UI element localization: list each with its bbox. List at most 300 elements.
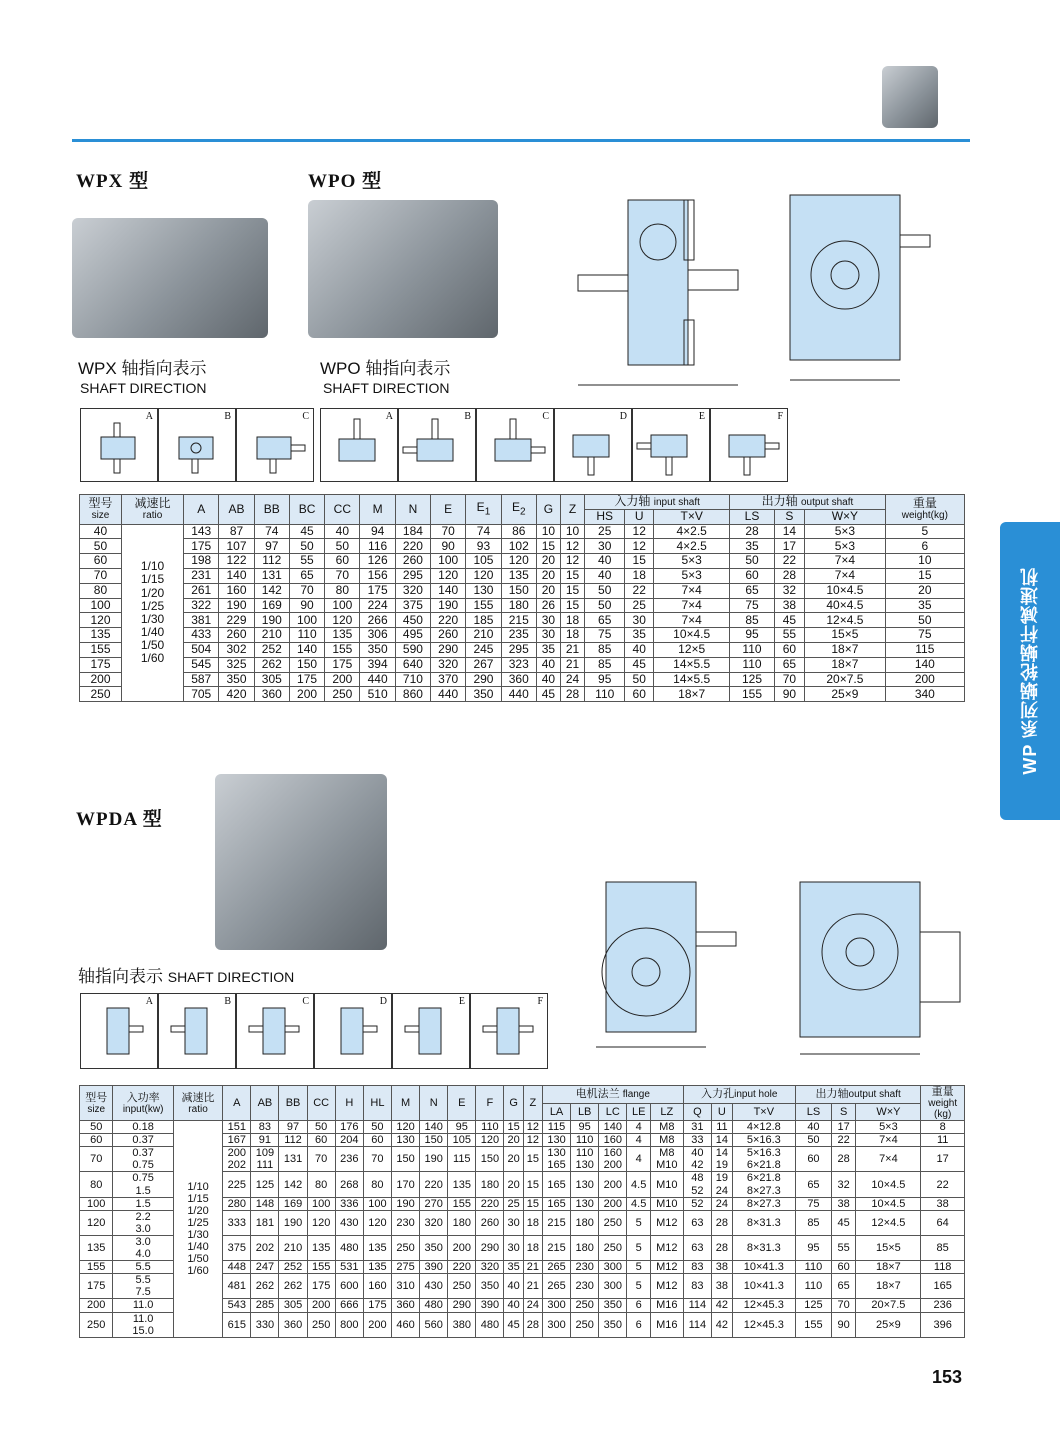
table-cell: 114 bbox=[683, 1299, 712, 1312]
table-cell: 360 bbox=[254, 687, 289, 702]
wpda-direction-b: B bbox=[158, 993, 236, 1069]
table-cell: 15 bbox=[625, 554, 654, 569]
wpx-direction-diagrams bbox=[80, 408, 314, 482]
table-row bbox=[80, 598, 965, 613]
table-cell: 100 bbox=[80, 598, 122, 613]
table-cell: 440 bbox=[360, 672, 395, 687]
table-cell: 30 bbox=[536, 613, 560, 628]
table-cell: 122 bbox=[219, 554, 254, 569]
table-cell: 17 bbox=[921, 1147, 965, 1172]
table-cell: 231 bbox=[184, 568, 219, 583]
table-cell: 11 bbox=[921, 1134, 965, 1147]
table-cell: 120 bbox=[466, 568, 501, 583]
table-cell: 5×3 bbox=[856, 1121, 921, 1134]
table-cell: 28 bbox=[712, 1235, 732, 1260]
table-cell: 440 bbox=[501, 687, 536, 702]
table-cell: 20 bbox=[504, 1147, 523, 1172]
wpo-direction-f: F bbox=[710, 408, 788, 482]
table-cell: 130 165 bbox=[542, 1147, 570, 1172]
table-cell: 95 bbox=[730, 628, 774, 643]
table-cell: 370 bbox=[431, 672, 466, 687]
table-cell: 11.0 bbox=[113, 1299, 173, 1312]
table-cell: 35 bbox=[625, 628, 654, 643]
table-cell: 0.37 bbox=[113, 1134, 173, 1147]
table-cell: 440 bbox=[431, 687, 466, 702]
table-cell: 150 bbox=[391, 1147, 419, 1172]
table-cell: 70 bbox=[80, 1147, 113, 1172]
table-cell: 215 bbox=[501, 613, 536, 628]
col-ratio: 减速比 ratio bbox=[121, 495, 183, 525]
table-cell: 350 bbox=[476, 1274, 504, 1299]
table-cell: 120 bbox=[325, 613, 360, 628]
table-cell: 12 bbox=[560, 554, 584, 569]
table-cell: 295 bbox=[501, 642, 536, 657]
table-cell: 18×7 bbox=[856, 1261, 921, 1274]
table-cell: 85 bbox=[730, 613, 774, 628]
table-cell: 220 bbox=[431, 613, 466, 628]
table-cell: 10×4.5 bbox=[805, 583, 886, 598]
table-cell: 290 bbox=[448, 1299, 476, 1312]
table-cell: 200 bbox=[307, 1299, 335, 1312]
table-cell: 31 bbox=[683, 1121, 712, 1134]
table-cell: 5×3 bbox=[654, 568, 730, 583]
wpda-title: WPDA 型 bbox=[76, 809, 163, 830]
wpda-spec-table: 型号 size 入功率 input(kw) 减速比 ratio A AB BB CC H HL M N E F G Z 电机法兰 flange 入力孔input hole 出力轴output shaft 重量 weight (kg) LA LB LC LE LZ Q U T×V LS S W×Y 50 0.18 1/10 1/15 1/20 1/25 1/30 1/40 1/50 1/60 151 83 97 50 176 50 120 140 95 110 15 12 115 95 140 4 M8 31 11 4×12.8 40 17 5×3 8 60 0.37 167 91 112 60 204 60 130 150 105 120 20 12 130 110 160 4 M8 33 14 5×16.3 50 22 7×4 11 70 0.37 0.75 200 202 109 111 131 70 236 70 150 190 115 150 20 15 130 165 110 130 160 200 4 M8 M10 40 42 14 19 5×16.3 6×21.8 60 28 7×4 17 80 0.75 1.5 225 125 142 80 268 80 170 220 135 180 20 15 165 130 200 4.5 M10 48 52 19 24 6×21.8 8×27.3 65 32 10×4.5 22 100 1.5 280 148 169 100 336 100 190 270 155 220 25 15 165 130 200 4.5 M10 52 24 8×27.3 75 38 10×4.5 38 120 2.2 3.0 333 181 190 120 430 120 230 320 180 260 30 18 215 180 250 5 M12 63 28 8×31.3 85 45 12×4.5 64 135 3.0 4.0 375 202 210 135 480 135 250 350 200 290 30 18 215 180 250 5 M12 63 28 8×31.3 95 55 15×5 85 155 5.5 448 247 252 155 531 135 275 390 220 320 35 21 265 230 300 5 M12 83 38 10×41.3 110 60 18×7 118 175 5.5 7.5 481 262 262 175 600 160 310 430 250 350 40 21 265 230 300 5 M12 83 38 10×41.3 110 65 18×7 165 200 11.0 543 285 305 200 666 175 360 480 290 390 40 24 300 250 350 6 M16 114 42 12×45.3 125 70 20×7.5 236 250 11.0 15.0 615 330 360 250 800 200 460 560 380 480 45 28 300 250 350 6 M16 114 42 12×45.3 155 90 25×9 396 bbox=[79, 1085, 965, 1338]
table-cell: 666 bbox=[335, 1299, 363, 1312]
table-cell: 460 bbox=[391, 1312, 419, 1337]
table-cell: 50 bbox=[289, 539, 324, 554]
table-cell: 587 bbox=[184, 672, 219, 687]
table-cell: 40 bbox=[536, 672, 560, 687]
table-cell: 448 bbox=[223, 1261, 251, 1274]
wpda-caption: 轴指向表示 SHAFT DIRECTION bbox=[78, 967, 295, 986]
table-cell: 350 bbox=[219, 672, 254, 687]
table-cell: 142 bbox=[279, 1172, 307, 1197]
table-cell: 260 bbox=[219, 628, 254, 643]
table-cell: 250 bbox=[80, 1312, 113, 1337]
table-cell: 10 bbox=[536, 524, 560, 539]
wpx-direction-c: C bbox=[236, 408, 314, 482]
table-cell: 320 bbox=[476, 1261, 504, 1274]
table-cell: 118 bbox=[921, 1261, 965, 1274]
table-cell: 18 bbox=[560, 613, 584, 628]
table-cell: 100 bbox=[307, 1197, 335, 1210]
table-cell: 262 bbox=[279, 1274, 307, 1299]
table-cell: 155 bbox=[466, 598, 501, 613]
table-cell: 202 bbox=[251, 1235, 279, 1260]
table-cell: 260 bbox=[395, 554, 430, 569]
table-cell: 75 bbox=[585, 628, 625, 643]
table-cell: 28 bbox=[523, 1312, 542, 1337]
table-cell: 40 bbox=[585, 554, 625, 569]
table-cell: 4.5 bbox=[627, 1172, 651, 1197]
table-cell: 235 bbox=[501, 628, 536, 643]
table-cell: 100 bbox=[325, 598, 360, 613]
table-cell: 190 bbox=[391, 1197, 419, 1210]
table-cell: 135 bbox=[307, 1235, 335, 1260]
table-cell: 5 bbox=[627, 1210, 651, 1235]
table-cell: 200 bbox=[885, 672, 964, 687]
table-cell: 120 bbox=[307, 1210, 335, 1235]
table-cell: 12×45.3 bbox=[732, 1299, 795, 1312]
table-row bbox=[80, 524, 965, 539]
table-cell: 160 bbox=[599, 1134, 627, 1147]
table-cell: 8 bbox=[921, 1121, 965, 1134]
table-cell: 32 bbox=[774, 583, 804, 598]
table-cell: 261 bbox=[184, 583, 219, 598]
table-cell: 480 bbox=[476, 1312, 504, 1337]
table-cell: 175 bbox=[307, 1274, 335, 1299]
table-cell: 4×2.5 bbox=[654, 539, 730, 554]
table-cell: 50 bbox=[885, 613, 964, 628]
table-cell: 95 bbox=[448, 1121, 476, 1134]
table-cell: 250 bbox=[325, 687, 360, 702]
table-cell: 107 bbox=[219, 539, 254, 554]
table-cell: 83 bbox=[683, 1261, 712, 1274]
table-cell: 25 bbox=[585, 524, 625, 539]
table-cell: 70 bbox=[289, 583, 324, 598]
table-cell: 640 bbox=[395, 657, 430, 672]
table-cell: 130 bbox=[571, 1197, 599, 1210]
table-cell: 25×9 bbox=[805, 687, 886, 702]
table-cell: 140 bbox=[219, 568, 254, 583]
table-cell: 800 bbox=[335, 1312, 363, 1337]
table-cell: 300 bbox=[599, 1274, 627, 1299]
table-cell: 10 bbox=[560, 524, 584, 539]
table-cell: 40 bbox=[504, 1299, 523, 1312]
table-cell: 247 bbox=[251, 1261, 279, 1274]
table-cell: 80 bbox=[363, 1172, 391, 1197]
table-cell: 135 bbox=[448, 1172, 476, 1197]
table-cell: 150 bbox=[289, 657, 324, 672]
table-cell: 22 bbox=[921, 1172, 965, 1197]
table-row bbox=[80, 642, 965, 657]
table-cell: 200 bbox=[289, 687, 324, 702]
table-cell: 100 bbox=[431, 554, 466, 569]
table-cell: 10×4.5 bbox=[856, 1172, 921, 1197]
table-cell: 90 bbox=[831, 1312, 856, 1337]
wpx-title: WPX 型 bbox=[76, 171, 150, 192]
table-cell: 50 bbox=[325, 539, 360, 554]
table-cell: 10×41.3 bbox=[732, 1274, 795, 1299]
table-cell: 50 bbox=[585, 598, 625, 613]
table-cell: 60 bbox=[307, 1134, 335, 1147]
table-cell: 35 bbox=[536, 642, 560, 657]
col-size: 型号 size bbox=[80, 495, 122, 525]
table-cell: 21 bbox=[560, 657, 584, 672]
table-cell: 74 bbox=[466, 524, 501, 539]
col-n: N bbox=[395, 495, 430, 525]
wpda-direction-a: A bbox=[80, 993, 158, 1069]
table-cell: 210 bbox=[254, 628, 289, 643]
wpo-product-image bbox=[308, 200, 498, 338]
table-cell: 180 bbox=[571, 1235, 599, 1260]
table-cell: 175 bbox=[80, 1274, 113, 1299]
table-cell: 320 bbox=[395, 583, 430, 598]
table-cell: 333 bbox=[223, 1210, 251, 1235]
table-cell: 155 bbox=[80, 1261, 113, 1274]
table-cell: 156 bbox=[360, 568, 395, 583]
table-cell: 50 bbox=[585, 583, 625, 598]
table-cell: 70 bbox=[431, 524, 466, 539]
table-cell: 21 bbox=[523, 1274, 542, 1299]
table-cell: M10 bbox=[651, 1172, 684, 1197]
table-cell: 20 bbox=[536, 554, 560, 569]
table-cell: 390 bbox=[476, 1299, 504, 1312]
wpx-direction-a: A bbox=[80, 408, 158, 482]
table-cell: 495 bbox=[395, 628, 430, 643]
table-cell: 7×4 bbox=[856, 1134, 921, 1147]
table-cell: 40 bbox=[625, 642, 654, 657]
table-cell: 21 bbox=[560, 642, 584, 657]
table-cell: 262 bbox=[251, 1274, 279, 1299]
table-cell: 20×7.5 bbox=[856, 1299, 921, 1312]
table-cell: 70 bbox=[831, 1299, 856, 1312]
table-cell: 80 bbox=[307, 1172, 335, 1197]
table-cell: 200 bbox=[80, 1299, 113, 1312]
table-cell: 433 bbox=[184, 628, 219, 643]
table-cell: 176 bbox=[335, 1121, 363, 1134]
table-cell: 150 bbox=[420, 1134, 448, 1147]
table-cell: 135 bbox=[501, 568, 536, 583]
table-cell: 229 bbox=[219, 613, 254, 628]
table-cell: 120 bbox=[501, 554, 536, 569]
table-cell: 130 bbox=[542, 1134, 570, 1147]
table-cell: 20 bbox=[885, 583, 964, 598]
table-cell: 510 bbox=[360, 687, 395, 702]
table-cell: 140 bbox=[289, 642, 324, 657]
table-cell: 180 bbox=[448, 1210, 476, 1235]
table-cell: 155 bbox=[796, 1312, 832, 1337]
table-cell: 430 bbox=[335, 1210, 363, 1235]
table-cell: 20 bbox=[536, 583, 560, 598]
table-cell: 18×7 bbox=[805, 657, 886, 672]
table-cell: 20 bbox=[504, 1134, 523, 1147]
col-g: G bbox=[536, 495, 560, 525]
table-cell: 705 bbox=[184, 687, 219, 702]
table-cell: 10×41.3 bbox=[732, 1261, 795, 1274]
table-cell: 18×7 bbox=[805, 642, 886, 657]
wpo-caption-en: SHAFT DIRECTION bbox=[323, 380, 450, 396]
table-cell: 65 bbox=[774, 657, 804, 672]
table-cell: M8 bbox=[651, 1121, 684, 1134]
table-cell: 190 bbox=[279, 1210, 307, 1235]
table-cell: 5×3 bbox=[805, 524, 886, 539]
table-cell: 100 bbox=[80, 1197, 113, 1210]
table-cell: 4×2.5 bbox=[654, 524, 730, 539]
table-cell: 252 bbox=[279, 1261, 307, 1274]
wpda-side-view-drawing bbox=[576, 842, 756, 1062]
table-cell: 50 bbox=[307, 1121, 335, 1134]
table-cell: 143 bbox=[184, 524, 219, 539]
table-cell: 55 bbox=[831, 1235, 856, 1260]
table-cell: 85 bbox=[921, 1235, 965, 1260]
table-cell: 323 bbox=[501, 657, 536, 672]
table-cell: 710 bbox=[395, 672, 430, 687]
table-cell: 175 bbox=[184, 539, 219, 554]
table-cell: 336 bbox=[335, 1197, 363, 1210]
table-cell: 12×4.5 bbox=[856, 1210, 921, 1235]
table-cell: 12×5 bbox=[654, 642, 730, 657]
table-cell: 21 bbox=[523, 1261, 542, 1274]
wpo-caption: WPO 轴指向表示 bbox=[320, 359, 451, 378]
table-cell: 10×4.5 bbox=[856, 1197, 921, 1210]
table-cell: 110 bbox=[476, 1121, 504, 1134]
col-e1: $E_1$ bbox=[466, 495, 501, 525]
table-cell: 350 bbox=[466, 687, 501, 702]
table-cell: 4.5 bbox=[627, 1197, 651, 1210]
table-cell: 1.5 bbox=[113, 1197, 173, 1210]
col-group-input: 入力轴 input shaft bbox=[585, 495, 730, 510]
table-cell: 140 bbox=[885, 657, 964, 672]
table-cell: M8 M10 bbox=[651, 1147, 684, 1172]
table-cell: 22 bbox=[774, 554, 804, 569]
table-row bbox=[80, 568, 965, 583]
table-cell: 320 bbox=[431, 657, 466, 672]
table-cell: 110 bbox=[571, 1134, 599, 1147]
wpda-direction-f: F bbox=[470, 993, 548, 1069]
table-cell: 14×5.5 bbox=[654, 657, 730, 672]
table-cell: 60 bbox=[363, 1134, 391, 1147]
table-cell: 135 bbox=[363, 1235, 391, 1260]
table-cell: 236 bbox=[921, 1299, 965, 1312]
table-cell: 18×7 bbox=[856, 1274, 921, 1299]
table-cell: 390 bbox=[420, 1261, 448, 1274]
table-cell: 17 bbox=[831, 1121, 856, 1134]
table-cell: 4 bbox=[627, 1121, 651, 1134]
table-cell: 250 bbox=[571, 1299, 599, 1312]
table-cell: 28 bbox=[831, 1147, 856, 1172]
table-cell: 140 bbox=[599, 1121, 627, 1134]
table-cell: 19 24 bbox=[712, 1172, 732, 1197]
table-cell: 180 bbox=[501, 598, 536, 613]
table-cell: 322 bbox=[184, 598, 219, 613]
table-cell: 5 bbox=[885, 524, 964, 539]
table-cell: 245 bbox=[466, 642, 501, 657]
header-thumbnail-image bbox=[882, 66, 938, 128]
table-cell: 300 bbox=[542, 1299, 570, 1312]
table-cell: 52 bbox=[683, 1197, 712, 1210]
table-cell: 80 bbox=[325, 583, 360, 598]
table-cell: 160 200 bbox=[599, 1147, 627, 1172]
col-bc: BC bbox=[289, 495, 324, 525]
table-row bbox=[80, 613, 965, 628]
table-cell: 60 bbox=[325, 554, 360, 569]
wpx-direction-b: B bbox=[158, 408, 236, 482]
table-cell: 38 bbox=[921, 1197, 965, 1210]
table-cell: 5 bbox=[627, 1261, 651, 1274]
table-cell: 65 bbox=[730, 583, 774, 598]
table-cell: 250 bbox=[80, 687, 122, 702]
table-cell: 90 bbox=[431, 539, 466, 554]
col-z: Z bbox=[560, 495, 584, 525]
table-cell: 105 bbox=[448, 1134, 476, 1147]
table-cell: 87 bbox=[219, 524, 254, 539]
table-cell: 225 bbox=[223, 1172, 251, 1197]
table-cell: 26 bbox=[536, 598, 560, 613]
table-cell: 15×5 bbox=[856, 1235, 921, 1260]
table-cell: 6 bbox=[885, 539, 964, 554]
table-cell: 236 bbox=[335, 1147, 363, 1172]
table-row bbox=[80, 539, 965, 554]
table-cell: 60 bbox=[80, 554, 122, 569]
table-cell: 94 bbox=[360, 524, 395, 539]
table-cell: 95 bbox=[585, 672, 625, 687]
table-cell: 17 bbox=[774, 539, 804, 554]
table-cell: 266 bbox=[360, 613, 395, 628]
table-cell: 7×4 bbox=[654, 598, 730, 613]
table-cell: 28 bbox=[712, 1210, 732, 1235]
table-cell: 35 bbox=[504, 1261, 523, 1274]
table-cell: 15 bbox=[536, 539, 560, 554]
table-cell: 15 bbox=[885, 568, 964, 583]
table-cell: 169 bbox=[254, 598, 289, 613]
table-cell: 15 bbox=[560, 598, 584, 613]
table-cell: 50 bbox=[796, 1134, 832, 1147]
table-cell: 60 bbox=[730, 568, 774, 583]
table-row bbox=[80, 583, 965, 598]
table-cell: 50 bbox=[80, 1121, 113, 1134]
table-cell: 25 bbox=[625, 598, 654, 613]
table-cell: 18 bbox=[523, 1210, 542, 1235]
table-cell: 45 bbox=[831, 1210, 856, 1235]
table-cell: 545 bbox=[184, 657, 219, 672]
table-cell: 15 bbox=[560, 568, 584, 583]
wpda-direction-d: D bbox=[314, 993, 392, 1069]
table-cell: 65 bbox=[289, 568, 324, 583]
table-cell: 204 bbox=[335, 1134, 363, 1147]
table-cell: M10 bbox=[651, 1197, 684, 1210]
table-cell: 48 52 bbox=[683, 1172, 712, 1197]
table-cell: 120 bbox=[476, 1134, 504, 1147]
wpx-caption-en: SHAFT DIRECTION bbox=[80, 380, 207, 396]
table-cell: 300 bbox=[542, 1312, 570, 1337]
wpda-product-image bbox=[215, 774, 387, 950]
table-cell: 175 bbox=[80, 657, 122, 672]
table-cell: 360 bbox=[279, 1312, 307, 1337]
series-side-tab: WP 系列蜗轮蜗杆减速机 bbox=[1000, 522, 1060, 820]
table-cell: 14×5.5 bbox=[654, 672, 730, 687]
table-cell: 115 bbox=[542, 1121, 570, 1134]
table-cell: 86 bbox=[501, 524, 536, 539]
table-cell: 250 bbox=[599, 1210, 627, 1235]
table-cell: 305 bbox=[279, 1299, 307, 1312]
table-cell: 6×21.8 8×27.3 bbox=[732, 1172, 795, 1197]
table-cell: 32 bbox=[831, 1172, 856, 1197]
table-cell: 15×5 bbox=[805, 628, 886, 643]
table-cell: 531 bbox=[335, 1261, 363, 1274]
wpo-direction-b: B bbox=[398, 408, 476, 482]
table-cell: 15 bbox=[523, 1147, 542, 1172]
table-cell: 95 bbox=[796, 1235, 832, 1260]
table-cell: 12 bbox=[523, 1134, 542, 1147]
table-cell: 560 bbox=[420, 1312, 448, 1337]
col-a: A bbox=[184, 495, 219, 525]
table-cell: 55 bbox=[289, 554, 324, 569]
table-cell: 12 bbox=[625, 524, 654, 539]
table-cell: 40 bbox=[80, 524, 122, 539]
table-cell: 7×4 bbox=[654, 583, 730, 598]
table-cell: 42 bbox=[712, 1312, 732, 1337]
wpda-direction-e: E bbox=[392, 993, 470, 1069]
table-cell: 70 bbox=[307, 1147, 335, 1172]
table-cell: 35 bbox=[730, 539, 774, 554]
table-cell: 5×3 bbox=[654, 554, 730, 569]
table-cell: 504 bbox=[184, 642, 219, 657]
table-cell: 230 bbox=[571, 1261, 599, 1274]
table-cell: 5×3 bbox=[805, 539, 886, 554]
table-cell: 110 130 bbox=[571, 1147, 599, 1172]
